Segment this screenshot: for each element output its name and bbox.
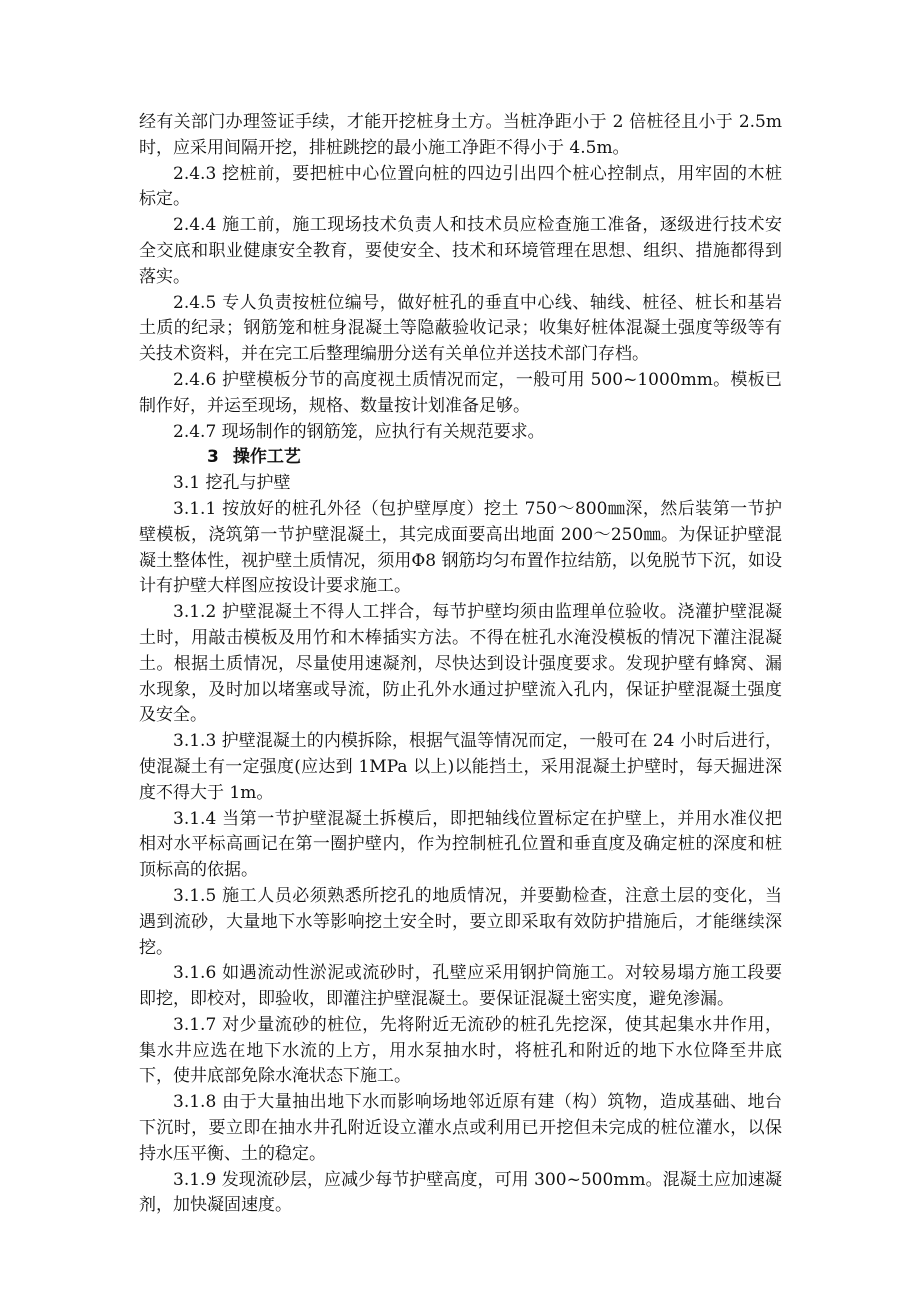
paragraph-2-4-5: 2.4.5 专人负责按桩位编号，做好桩孔的垂直中心线、轴线、桩径、桩长和基岩土质的纪录；钢筋笼和桩身混凝土等隐蔽验收记录；收集好桩体混凝土强度等级等有关技术资料，并在完工后整理编册分送有关单位并送技术部门存档。 — [139, 292, 782, 365]
section-number: 3 — [207, 447, 219, 468]
section-heading — [139, 445, 782, 471]
section-title: 操作工艺 — [232, 447, 301, 468]
document-page — [139, 110, 782, 1219]
paragraph-2-4-4: 2.4.4 施工前，施工现场技术负责人和技术员应检查施工准备，逐级进行技术安全交底和职业健康安全教育，要使安全、技术和环境管理在思想、组织、措施都得到落实。 — [139, 215, 782, 287]
paragraph-2-4-6: 2.4.6 护壁模板分节的高度视土质情况而定，一般可用 500~1000mm。模板已制作好，并运至现场，规格、数量按计划准备足够。 — [139, 369, 782, 416]
item-3-1-3: 3.1.3 护壁混凝土的内模拆除，根据气温等情况而定，一般可在 24 小时后进行，使混凝土有一定强度(应达到 1MPa 以上)以能挡土，采用混凝土护壁时，每天掘进深度不得大于 1m。 — [139, 731, 782, 803]
item-3-1-7: 3.1.7 对少量流砂的桩位，先将附近无流砂的桩孔先挖深，使其起集水井作用，集水井应选在地下水流的上方，用水泵抽水时，将桩孔和附近的地下水位降至井底下，使井底部免除水淹状态下施工。 — [139, 1014, 782, 1087]
item-3-1-2: 3.1.2 护壁混凝土不得人工拌合，每节护壁均须由监理单位验收。浇灌护壁混凝土时，用敲击模板及用竹和木棒插实方法。不得在桩孔水淹没模板的情况下灌注混凝土。根据土质情况，尽量使用速凝剂，尽快达到设计强度要求。发现护壁有蜂窝、漏水现象，及时加以堵塞或导流，防止孔外水通过护壁流入孔内，保证护壁混凝土强度及安全。 — [139, 602, 782, 726]
paragraph-continuation: 经有关部门办理签证手续，才能开挖桩身土方。当桩净距小于 2 倍桩径且小于 2.5m 时，应采用间隔开挖，排桩跳挖的最小施工净距不得小于 4.5m。 — [139, 112, 782, 158]
item-3-1-4: 3.1.4 当第一节护壁混凝土拆模后，即把轴线位置标定在护壁上，并用水准仪把相对水平标高画记在第一圈护壁内，作为控制桩孔位置和垂直度及确定桩的深度和桩顶标高的依据。 — [139, 808, 782, 881]
paragraph-2-4-3: 2.4.3 挖桩前，要把桩中心位置向桩的四边引出四个桩心控制点，用牢固的木桩标定。 — [139, 163, 782, 210]
item-3-1-6: 3.1.6 如遇流动性淤泥或流砂时，孔壁应采用钢护筒施工。对较易塌方施工段要即挖，即校对，即验收，即灌注护壁混凝土。要保证混凝土密实度，避免渗漏。 — [139, 963, 782, 1010]
paragraph-2-4-7: 2.4.7 现场制作的钢筋笼，应执行有关规范要求。 — [173, 421, 545, 442]
item-3-1-9: 3.1.9 发现流砂层，应减少每节护壁高度，可用 300~500mm。混凝土应加速凝剂，加快凝固速度。 — [139, 1169, 782, 1216]
item-3-1-5: 3.1.5 施工人员必须熟悉所挖孔的地质情况，并要勤检查，注意土层的变化，当遇到流砂，大量地下水等影响挖土安全时，要立即采取有效防护措施后，才能继续深挖。 — [139, 885, 782, 958]
item-3-1-8: 3.1.8 由于大量抽出地下水而影响场地邻近原有建（构）筑物，造成基础、地台下沉时，要立即在抽水井孔附近设立灌水点或利用已开挖但未完成的桩位灌水，以保持水压平衡、土的稳定。 — [139, 1092, 782, 1164]
item-3-1-1: 3.1.1 按放好的桩孔外径（包护壁厚度）挖土 750～800㎜深，然后装第一节护壁模板，浇筑第一节护壁混凝土，其完成面要高出地面 200～250㎜。为保证护壁混凝土整体性，视护壁土质情况，须用Φ8 钢筋均匀布置作拉结筋，以免脱节下沉，如设计有护壁大样图应按设计要求施工。 — [139, 498, 782, 597]
subsection-heading: 3.1 挖孔与护壁 — [173, 473, 291, 494]
